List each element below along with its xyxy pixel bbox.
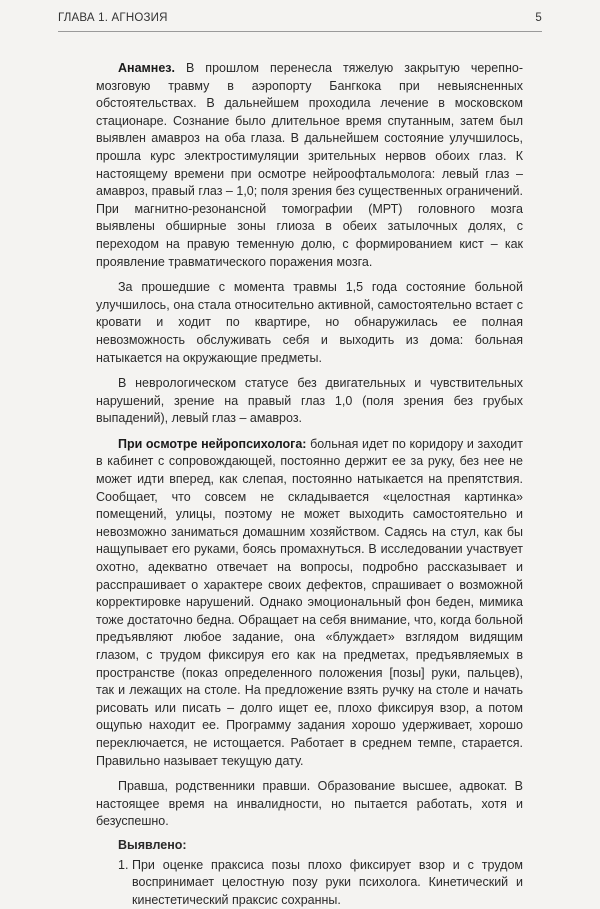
paragraph-anamnesis — [96, 60, 523, 271]
list-item-number: 1. — [118, 857, 129, 872]
anamnesis-text: В прошлом перенесла тяжелую закрытую черепно-мозговую травму в аэропорту Бангкока при невыясненных обстоятельствах. В дальнейшем проходила лечение в московском стационаре. Сознание было длительное время спутанным, затем был выявлен амавроз на оба глаза. В дальнейшем состояние улучшилось, прошла курс электростимуляции зрительных нервов обоих глаз. К настоящему времени при осмотре нейроофтальмолога: левый глаз – амавроз, правый глаз – 1,0; поля зрения без существенных ограничений. При магнитно-резонансной томографии (МРТ) головного мозга выявлены обширные зоны глиоза в обеих затылочных долях, с переходом на правую теменную долю, с формированием кист – как проявление травматического поражения мозга. — [96, 61, 523, 269]
paragraph-neuro-status: В неврологическом статусе без двигательных и чувствительных нарушений, зрение на правый глаз 1,0 (поля зрения без грубых выпадений), левый глаз – амавроз. — [96, 376, 523, 426]
list-item-text: При оценке праксиса позы плохо фиксирует взор и с трудом воспринимает целостную позу руки психолога. Кинетический и кинестетический праксис сохранны. — [132, 857, 523, 907]
findings-heading: Выявлено: — [118, 837, 187, 852]
exam-text: больная идет по коридору и заходит в кабинет с сопровождающей, постоянно держит ее за руку, без нее не может идти вперед, как слепая, постоянно натыкается на препятствия. Сообщает, что совсем не складывается «целостная картинка» помещений, улицы, поэтому не может выходить самостоятельно и невозможно заниматься домашним хозяйством. Садясь на стул, как бы нащупывает его руками, боясь промахнуться. В исследовании участвует охотно, адекватно отвечает на вопросы, подробно рассказывает и расспрашивает о характере своих дефектов, спрашивает о возможной корректировке нарушений. Однако эмоциональный фон беден, мимика тоже достаточно бедна. Обращает на себя внимание, что, когда больной предъявляют любое задание, она «блуждает» взглядом видящим глазом, с трудом фиксируя его как на предметах, предъявляемых в пространстве (показ определенного положения [позы] руки, пальцев), так и лежащих на столе. На предложение взять ручку на столе и начать рисовать или писать – долго ищет ее, плохо фиксируя взор, а потом ощупью находит ее. Программу задания хорошо удерживает, хорошо переключается, не истощается. Работает в среднем темпе, старается. Правильно называет текущую дату. — [96, 436, 523, 768]
header-rule — [58, 31, 542, 32]
paragraph-background: Правша, родственники правши. Образование высшее, адвокат. В настоящее время на инвалидности, но пытается работать, хотя и безуспешно. — [96, 779, 523, 829]
paragraph-exam — [96, 436, 523, 770]
anamnesis-label: Анамнез. — [118, 61, 175, 75]
page-body — [96, 60, 523, 909]
exam-label: При осмотре нейропсихолога: — [118, 436, 307, 451]
paragraph-progress: За прошедшие с момента травмы 1,5 года состояние больной улучшилось, она стала относительно активной, самостоятельно встает с кровати и ходит по квартире, но обнаружилась ее полная невозможность обслуживать себя и выходить из дома: больная натыкается на окружающие предметы. — [96, 280, 523, 365]
page-number: 5 — [535, 12, 542, 24]
running-header — [58, 12, 542, 24]
list-item — [96, 857, 523, 909]
chapter-title: ГЛАВА 1. АГНОЗИЯ — [58, 12, 168, 24]
findings-list — [96, 857, 523, 909]
